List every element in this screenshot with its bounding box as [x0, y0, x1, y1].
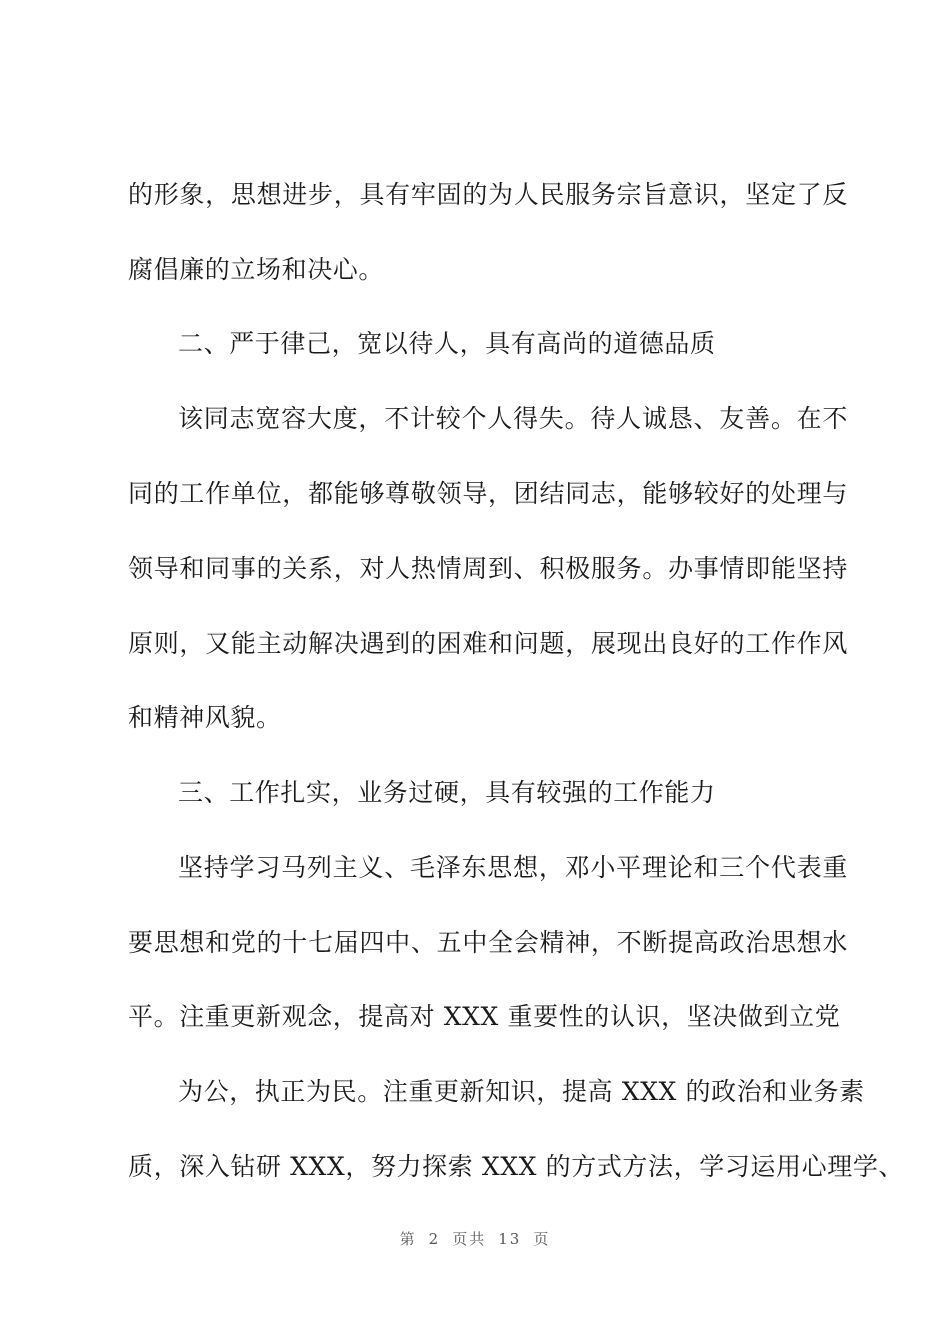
page-label-suffix: 页: [533, 1230, 551, 1248]
paragraph-line: 坚持学习马列主义、毛泽东思想，邓小平理论和三个代表重: [178, 853, 848, 882]
paragraph-line: 质，深入钻研 XXX，努力探索 XXX 的方式方法，学习运用心理学、: [128, 1152, 905, 1181]
paragraph-line: 领导和同事的关系，对人热情周到、积极服务。办事情即能坚持: [128, 554, 848, 583]
current-page-number: 2: [428, 1230, 441, 1248]
section-heading: 三、工作扎实，业务过硬，具有较强的工作能力: [178, 778, 716, 807]
paragraph-line: 要思想和党的十七届四中、五中全会精神，不断提高政治思想水: [128, 928, 848, 957]
paragraph-line: 平。注重更新观念，提高对 XXX 重要性的认识，坚决做到立党: [128, 1002, 841, 1031]
page-label-mid: 页共: [452, 1230, 487, 1248]
paragraph-line: 该同志宽容大度，不计较个人得失。待人诚恳、友善。在不: [178, 404, 848, 433]
paragraph-line: 原则，又能主动解决遇到的困难和问题，展现出良好的工作作风: [128, 629, 848, 658]
paragraph-line: 同的工作单位，都能够尊敬领导，团结同志，能够较好的处理与: [128, 479, 848, 508]
page-number-footer: [0, 1228, 950, 1249]
paragraph-line: 为公，执正为民。注重更新知识，提高 XXX 的政治和业务素: [178, 1077, 865, 1106]
page-label-prefix: 第: [399, 1230, 417, 1248]
section-heading: 二、严于律己，宽以待人，具有高尚的道德品质: [178, 329, 716, 358]
paragraph-line: 和精神风貌。: [128, 703, 282, 732]
paragraph-line: 的形象，思想进步，具有牢固的为人民服务宗旨意识，坚定了反: [128, 180, 848, 209]
paragraph-line: 腐倡廉的立场和决心。: [128, 255, 385, 284]
total-pages-number: 13: [498, 1230, 522, 1248]
